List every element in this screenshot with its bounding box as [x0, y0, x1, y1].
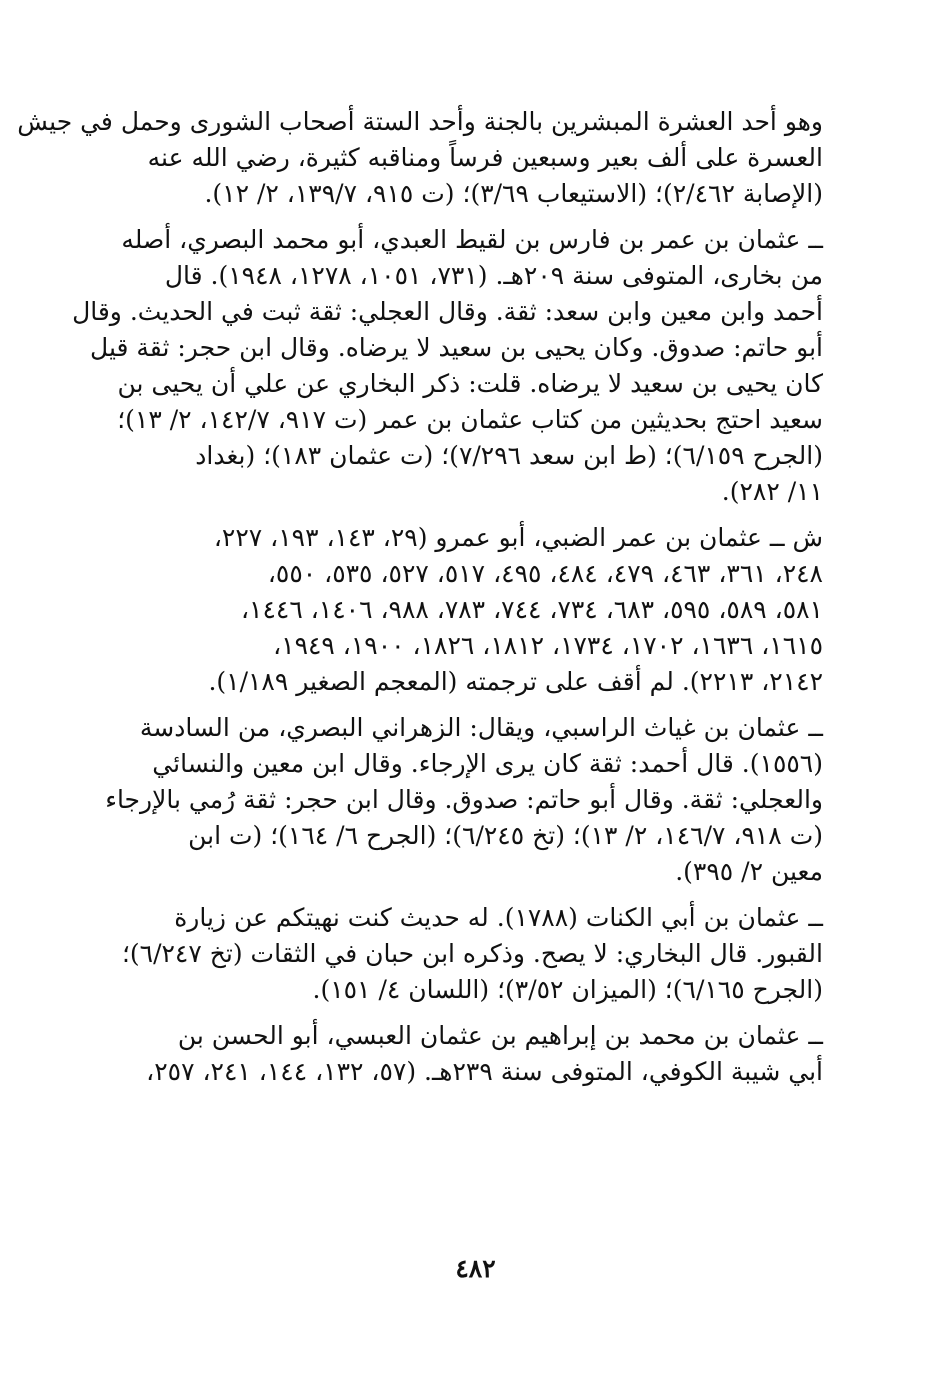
- text-line: ــ عثمان بن محمد بن إبراهيم بن عثمان العبسي، أبو الحسن بن: [177, 1021, 823, 1050]
- page-number: ٤٨٢: [455, 1254, 496, 1283]
- text-line: ٢١٤٢، ٢٢١٣). لم أقف على ترجمته (المعجم الصغير ١/١٨٩).: [208, 667, 823, 696]
- page-body: [17, 104, 823, 1100]
- text-line: ش ــ عثمان بن عمر الضبي، أبو عمرو (٢٩، ١٤٣، ١٩٣، ٢٢٧،: [213, 523, 823, 552]
- text-line: (١٥٥٦). قال أحمد: ثقة كان يرى الإرجاء. وقال ابن معين والنسائي: [152, 749, 823, 778]
- text-line: معين ٢/ ٣٩٥).: [675, 857, 823, 886]
- entry-5: [121, 900, 823, 1008]
- entry-4: [105, 710, 823, 890]
- text-line: ــ عثمان بن عمر بن فارس بن لقيط العبدي، أبو محمد البصري، أصله: [121, 225, 823, 254]
- entry-3: [133, 520, 823, 700]
- text-line: وهو أحد العشرة المبشرين بالجنة وأحد الستة أصحاب الشورى وحمل في جيش: [17, 107, 823, 136]
- entry-1: [17, 104, 823, 212]
- text-line: (الإصابة ٢/٤٦٢)؛ (الاستيعاب ٣/٦٩)؛ (ت ٩١٥، ١٣٩/٧، ٢/ ١٢).: [204, 179, 823, 208]
- text-line: كان يحيى بن سعيد لا يرضاه. قلت: ذكر البخاري عن علي أن يحيى بن: [117, 369, 823, 398]
- text-line: (الجرح ٦/١٦٥)؛ (الميزان ٣/٥٢)؛ (اللسان ٤/ ١٥١).: [312, 975, 823, 1004]
- text-line: ــ عثمان بن أبي الكنات (١٧٨٨). له حديث كنت نهيتكم عن زيارة: [174, 903, 823, 932]
- text-line: (ت ٩١٨، ١٤٦/٧، ٢/ ١٣)؛ (تخ ٦/٢٤٥)؛ (الجرح ٦/ ١٦٤)؛ (ت ابن: [188, 821, 823, 850]
- text-line: ٥٨١، ٥٨٩، ٥٩٥، ٦٨٣، ٧٣٤، ٧٤٤، ٧٨٣، ٩٨٨، ١٤٠٦، ١٤٤٦،: [240, 595, 823, 624]
- text-line: أبي شيبة الكوفي، المتوفى سنة ٢٣٩هـ. (٥٧، ١٣٢، ١٤٤، ٢٤١، ٢٥٧،: [146, 1057, 823, 1086]
- text-line: (الجرح ٦/١٥٩)؛ (ط ابن سعد ٧/٢٩٦)؛ (ت عثمان ١٨٣)؛ (بغداد: [195, 441, 823, 470]
- text-line: ٢٤٨، ٣٦١، ٤٦٣، ٤٧٩، ٤٨٤، ٤٩٥، ٥١٧، ٥٢٧، ٥٣٥، ٥٥٠،: [267, 559, 823, 588]
- text-line: والعجلي: ثقة. وقال أبو حاتم: صدوق. وقال ابن حجر: ثقة رُمي بالإرجاء: [105, 785, 823, 814]
- entry-2: [72, 222, 823, 510]
- text-line: سعيد احتج بحديثين من كتاب عثمان بن عمر (ت ٩١٧، ١٤٢/٧، ٢/ ١٣)؛: [117, 405, 823, 434]
- text-line: أحمد وابن معين وابن سعد: ثقة. وقال العجلي: ثقة ثبت في الحديث. وقال: [72, 297, 823, 326]
- text-line: ــ عثمان بن غياث الراسبي، ويقال: الزهراني البصري، من السادسة: [139, 713, 823, 742]
- text-line: القبور. قال البخاري: لا يصح. وذكره ابن حبان في الثقات (تخ ٦/٢٤٧)؛: [121, 939, 823, 968]
- text-line: ١١/ ٢٨٢).: [721, 477, 823, 506]
- text-line: أبو حاتم: صدوق. وكان يحيى بن سعيد لا يرضاه. وقال ابن حجر: ثقة قيل: [90, 333, 823, 362]
- text-line: من بخارى، المتوفى سنة ٢٠٩هـ. (٧٣١، ١٠٥١، ١٢٧٨، ١٩٤٨). قال: [164, 261, 823, 290]
- text-line: العسرة على ألف بعير وسبعين فرساً ومناقبه كثيرة، رضي الله عنه: [147, 143, 823, 172]
- entry-6: [133, 1018, 823, 1090]
- text-line: ١٦١٥، ١٦٣٦، ١٧٠٢، ١٧٣٤، ١٨١٢، ١٨٢٦، ١٩٠٠، ١٩٤٩،: [273, 631, 823, 660]
